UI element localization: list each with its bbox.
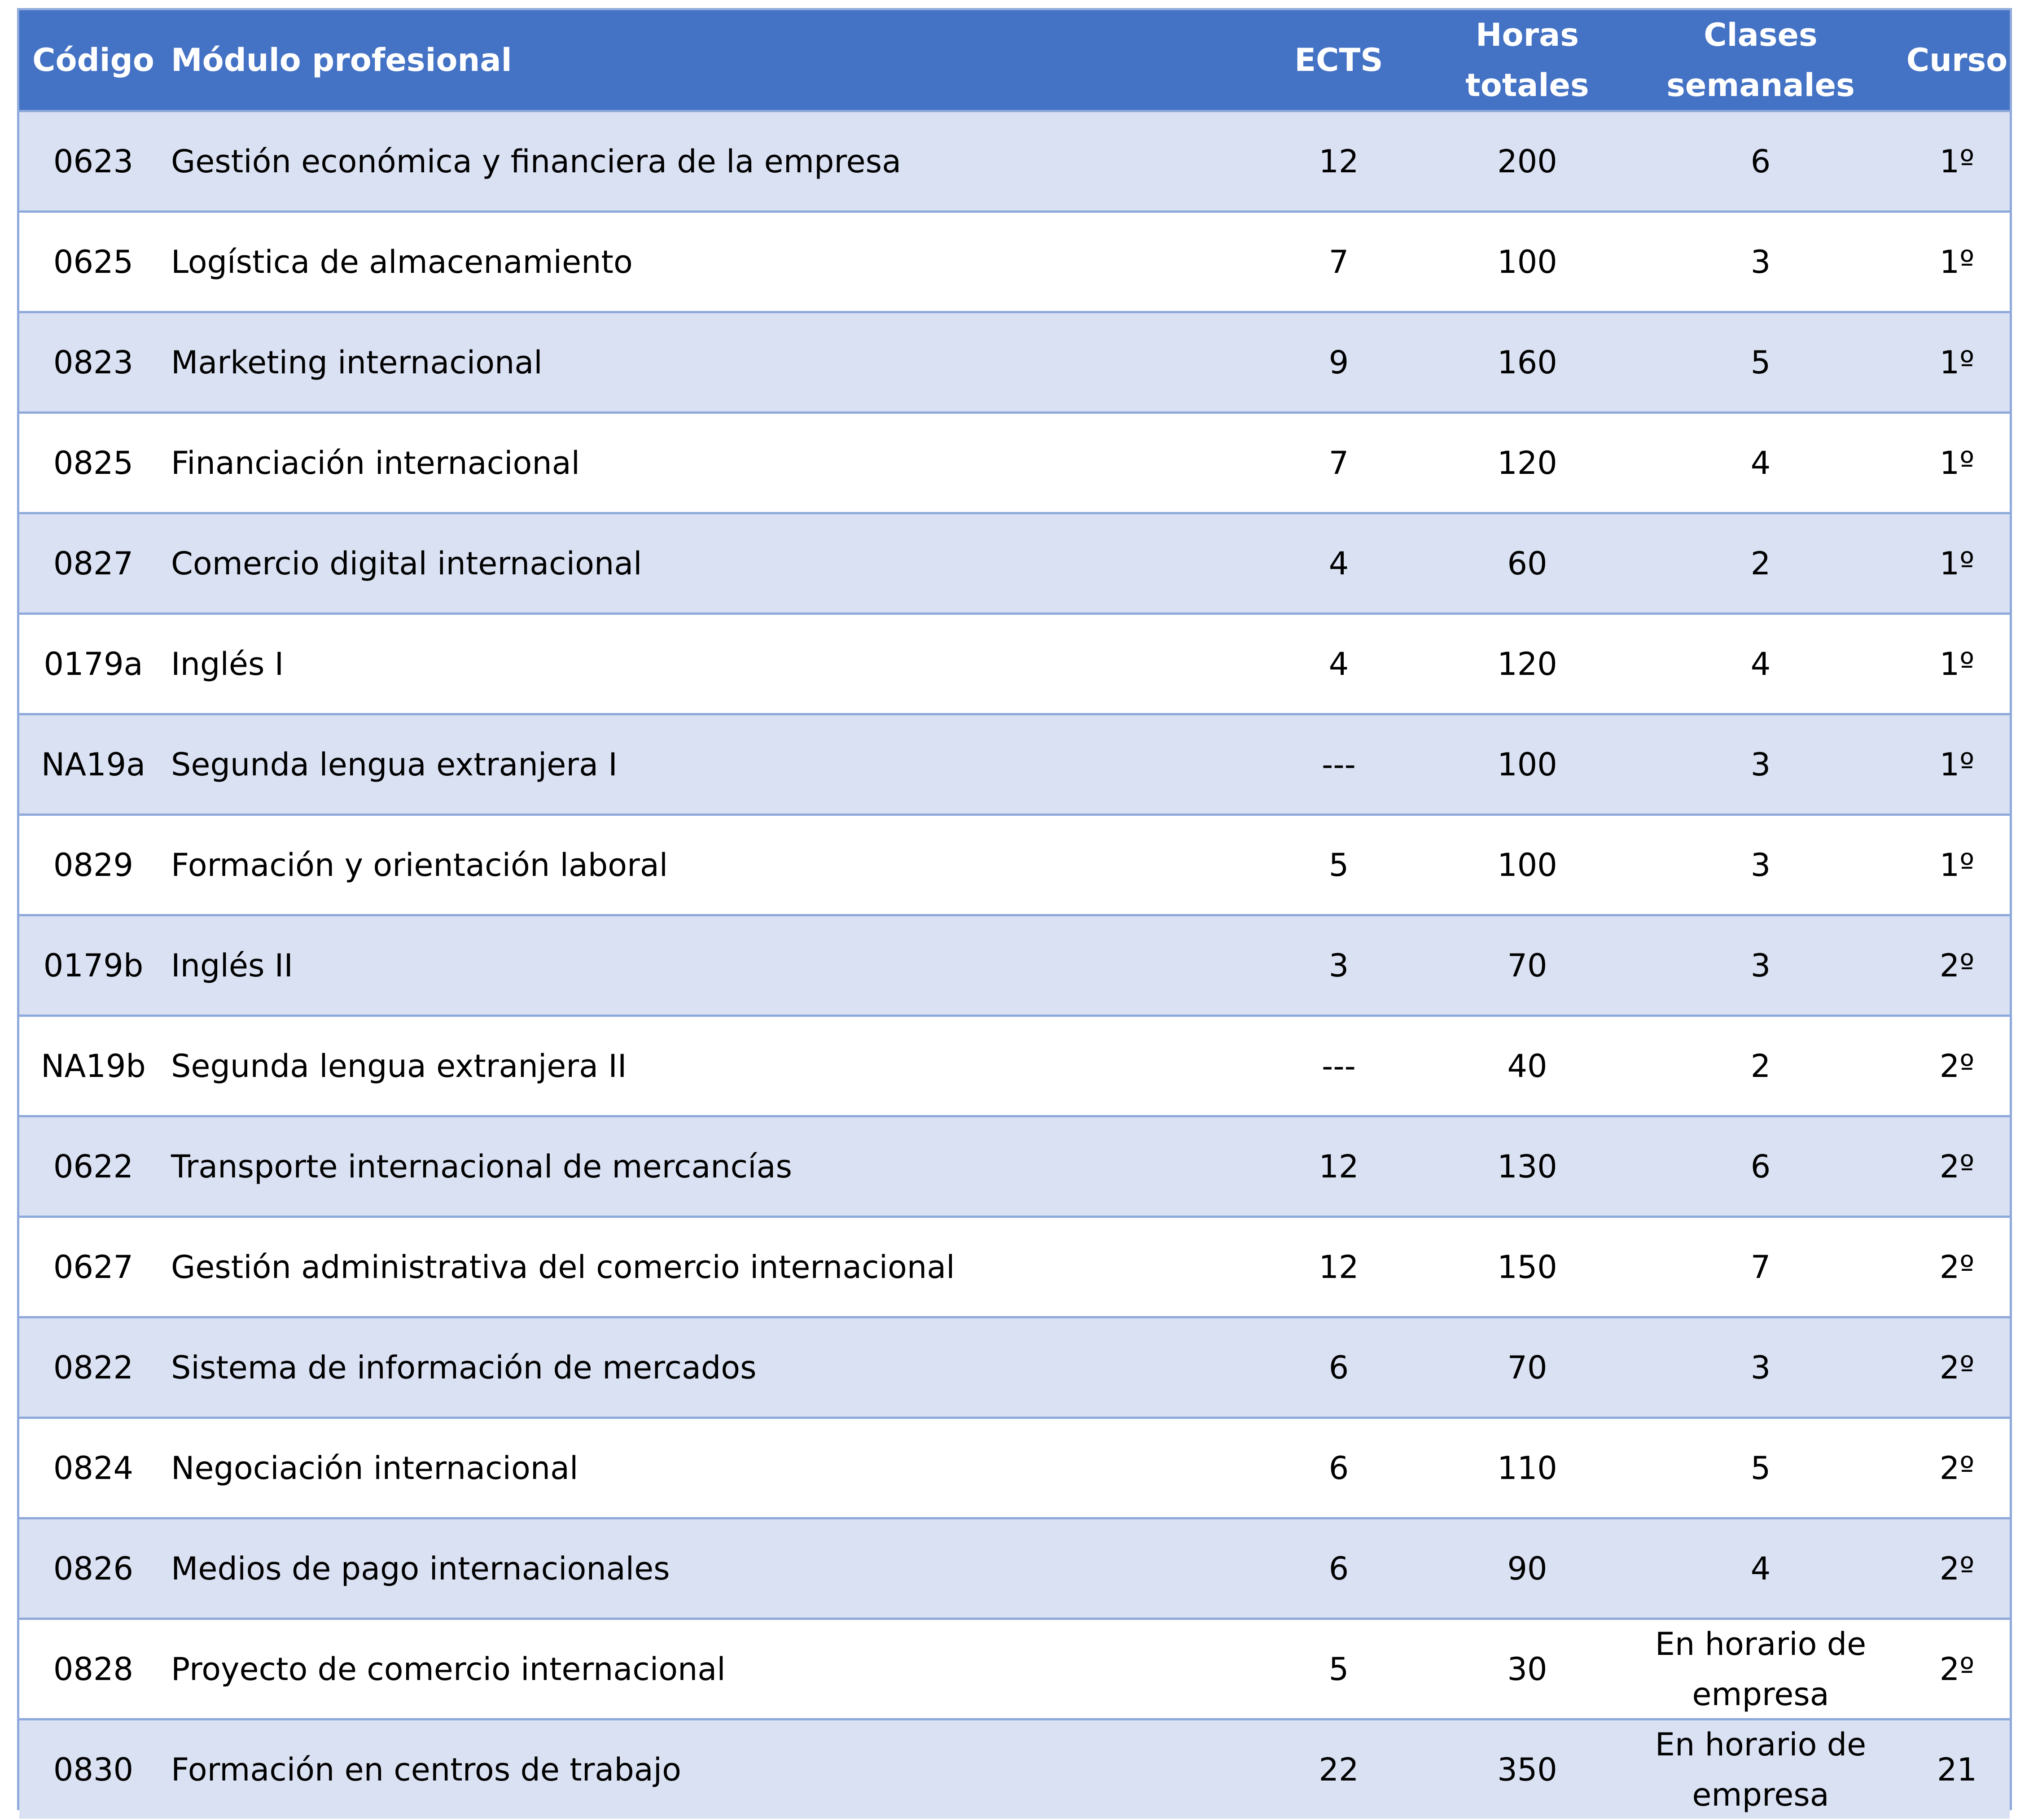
cell-codigo: 0179b xyxy=(43,947,144,984)
table-row xyxy=(19,210,2010,311)
cell-ects: --- xyxy=(1322,1047,1356,1085)
cell-ects: 6 xyxy=(1328,1349,1349,1386)
cell-curso: 2º xyxy=(1939,1047,1975,1085)
cell-horas: 160 xyxy=(1497,344,1557,381)
cell-codigo: 0627 xyxy=(53,1248,134,1286)
cell-curso: 1º xyxy=(1939,846,1975,884)
cell-curso: 2º xyxy=(1939,1248,1975,1286)
table-row xyxy=(19,110,2010,210)
cell-modulo: Gestión administrativa del comercio internacional xyxy=(171,1248,955,1286)
cell-horas: 100 xyxy=(1497,846,1557,884)
cell-curso: 1º xyxy=(1939,444,1975,481)
table-row xyxy=(19,411,2010,512)
cell-curso: 1º xyxy=(1939,746,1975,783)
cell-curso: 2º xyxy=(1939,1449,1975,1487)
cell-horas: 150 xyxy=(1497,1248,1557,1286)
cell-curso: 1º xyxy=(1939,645,1975,682)
cell-curso: 21 xyxy=(1937,1751,1977,1788)
cell-modulo: Inglés II xyxy=(171,947,293,984)
cell-ects: 12 xyxy=(1319,1148,1359,1185)
cell-ects: 9 xyxy=(1328,344,1349,381)
cell-clases: 2 xyxy=(1750,1047,1771,1085)
cell-curso: 1º xyxy=(1939,143,1975,180)
cell-codigo: 0828 xyxy=(53,1650,134,1688)
cell-codigo: NA19a xyxy=(41,746,146,783)
table-row xyxy=(19,1718,2010,1819)
cell-horas: 350 xyxy=(1497,1751,1557,1788)
cell-modulo: Inglés I xyxy=(171,645,284,682)
cell-ects: 4 xyxy=(1328,645,1349,682)
cell-clases: 2 xyxy=(1750,545,1771,582)
cell-codigo: 0179a xyxy=(44,645,143,682)
cell-ects: 12 xyxy=(1319,143,1359,180)
cell-curso: 2º xyxy=(1939,1148,1975,1185)
header-modulo: Módulo profesional xyxy=(171,42,512,79)
cell-modulo: Logística de almacenamiento xyxy=(171,243,633,280)
cell-codigo: 0625 xyxy=(53,243,134,280)
cell-clases: 6 xyxy=(1750,143,1771,180)
modules-table xyxy=(17,8,2012,1813)
cell-modulo: Proyecto de comercio internacional xyxy=(171,1650,726,1688)
cell-clases: En horario de empresa xyxy=(1655,1726,1867,1813)
cell-horas: 130 xyxy=(1497,1148,1557,1185)
header-ects: ECTS xyxy=(1294,42,1383,79)
cell-codigo: 0822 xyxy=(53,1349,134,1386)
table-row xyxy=(19,1517,2010,1618)
header-codigo: Código xyxy=(32,42,154,79)
cell-modulo: Segunda lengua extranjera II xyxy=(171,1047,627,1085)
cell-modulo: Formación y orientación laboral xyxy=(171,846,668,884)
cell-clases: 5 xyxy=(1750,344,1771,381)
cell-clases: 4 xyxy=(1750,444,1771,481)
table-row xyxy=(19,311,2010,411)
cell-clases: 3 xyxy=(1750,746,1771,783)
table-row xyxy=(19,1417,2010,1517)
cell-ects: 7 xyxy=(1328,444,1349,481)
cell-ects: 4 xyxy=(1328,545,1349,582)
cell-codigo: 0825 xyxy=(53,444,134,481)
cell-ects: --- xyxy=(1322,746,1356,783)
cell-horas: 200 xyxy=(1497,143,1557,180)
cell-codigo: 0830 xyxy=(53,1751,134,1788)
cell-horas: 60 xyxy=(1507,545,1547,582)
cell-codigo: 0829 xyxy=(53,846,134,884)
cell-codigo: 0827 xyxy=(53,545,134,582)
table-row xyxy=(19,1618,2010,1718)
cell-horas: 110 xyxy=(1497,1449,1557,1487)
cell-modulo: Marketing internacional xyxy=(171,344,543,381)
header-curso: Curso xyxy=(1906,42,2008,79)
cell-modulo: Formación en centros de trabajo xyxy=(171,1751,681,1788)
cell-clases: En horario de empresa xyxy=(1655,1625,1867,1713)
cell-clases: 5 xyxy=(1750,1449,1771,1487)
table-row xyxy=(19,1015,2010,1115)
cell-codigo: 0623 xyxy=(53,143,134,180)
cell-clases: 3 xyxy=(1750,1349,1771,1386)
table-row xyxy=(19,814,2010,914)
table-header xyxy=(19,10,2010,110)
cell-horas: 120 xyxy=(1497,645,1557,682)
cell-horas: 30 xyxy=(1507,1650,1547,1688)
cell-codigo: 0826 xyxy=(53,1550,134,1587)
cell-horas: 70 xyxy=(1507,947,1547,984)
cell-codigo: 0622 xyxy=(53,1148,134,1185)
cell-clases: 7 xyxy=(1750,1248,1771,1286)
cell-ects: 6 xyxy=(1328,1449,1349,1487)
table-row xyxy=(19,713,2010,814)
cell-curso: 1º xyxy=(1939,344,1975,381)
cell-curso: 2º xyxy=(1939,1349,1975,1386)
cell-clases: 4 xyxy=(1750,1550,1771,1587)
cell-modulo: Negociación internacional xyxy=(171,1449,578,1487)
cell-horas: 40 xyxy=(1507,1047,1547,1085)
cell-modulo: Transporte internacional de mercancías xyxy=(171,1148,792,1185)
header-horas: Horas totales xyxy=(1465,17,1589,104)
cell-curso: 2º xyxy=(1939,1550,1975,1587)
cell-horas: 90 xyxy=(1507,1550,1547,1587)
cell-modulo: Gestión económica y financiera de la empresa xyxy=(171,143,901,180)
cell-ects: 12 xyxy=(1319,1248,1359,1286)
cell-clases: 3 xyxy=(1750,243,1771,280)
cell-curso: 1º xyxy=(1939,243,1975,280)
cell-ects: 3 xyxy=(1328,947,1349,984)
cell-horas: 120 xyxy=(1497,444,1557,481)
table-row xyxy=(19,612,2010,713)
table-row xyxy=(19,512,2010,612)
cell-horas: 100 xyxy=(1497,243,1557,280)
cell-codigo: 0824 xyxy=(53,1449,134,1487)
cell-ects: 7 xyxy=(1328,243,1349,280)
cell-curso: 1º xyxy=(1939,545,1975,582)
table-row xyxy=(19,1316,2010,1417)
cell-codigo: 0823 xyxy=(53,344,134,381)
cell-codigo: NA19b xyxy=(41,1047,146,1085)
table-row xyxy=(19,914,2010,1015)
cell-ects: 22 xyxy=(1319,1751,1359,1788)
table-row xyxy=(19,1115,2010,1216)
cell-ects: 6 xyxy=(1328,1550,1349,1587)
cell-clases: 3 xyxy=(1750,947,1771,984)
cell-clases: 4 xyxy=(1750,645,1771,682)
cell-modulo: Comercio digital internacional xyxy=(171,545,642,582)
cell-clases: 3 xyxy=(1750,846,1771,884)
cell-curso: 2º xyxy=(1939,947,1975,984)
cell-clases: 6 xyxy=(1750,1148,1771,1185)
cell-horas: 100 xyxy=(1497,746,1557,783)
cell-modulo: Sistema de información de mercados xyxy=(171,1349,757,1386)
cell-ects: 5 xyxy=(1328,1650,1349,1688)
header-clases: Clases semanales xyxy=(1666,17,1855,104)
cell-modulo: Segunda lengua extranjera I xyxy=(171,746,618,783)
cell-modulo: Medios de pago internacionales xyxy=(171,1550,670,1587)
cell-ects: 5 xyxy=(1328,846,1349,884)
table-row xyxy=(19,1216,2010,1316)
cell-curso: 2º xyxy=(1939,1650,1975,1688)
cell-horas: 70 xyxy=(1507,1349,1547,1386)
cell-modulo: Financiación internacional xyxy=(171,444,580,481)
